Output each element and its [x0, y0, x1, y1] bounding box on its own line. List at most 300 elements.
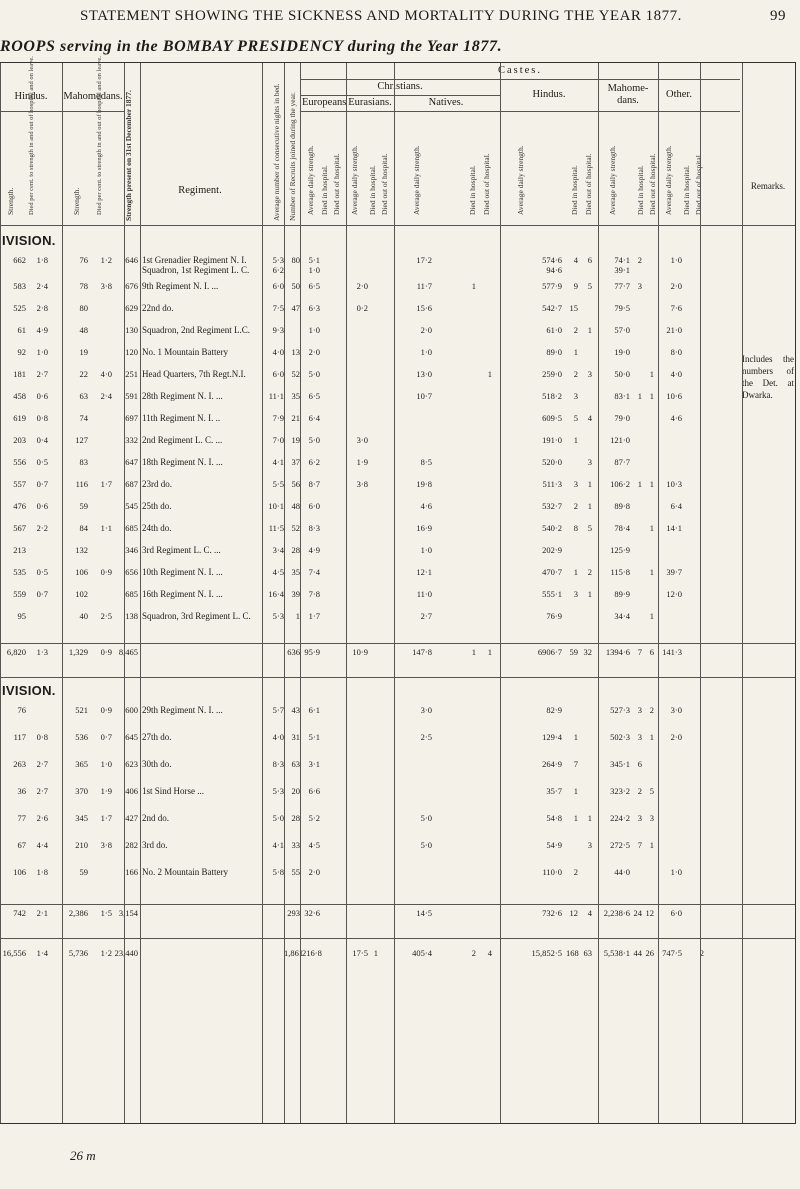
cell-m-str: 84: [79, 523, 88, 533]
cell-hi-in: 3: [573, 391, 578, 401]
cell-ma: 19·0: [614, 347, 630, 357]
caste-hindus-header: Hindus.: [532, 89, 566, 100]
cell-ot: 7·6: [670, 303, 682, 313]
na-avg-header: Average daily strength.: [412, 145, 421, 215]
cell-h-str: 213: [13, 545, 26, 555]
cell-m-str: 83: [79, 457, 88, 467]
cell-ot: 6·0: [670, 908, 682, 918]
cell-present: 8,465: [118, 647, 138, 657]
table-row: [0, 759, 795, 785]
cell-hi-out: 6: [587, 255, 592, 265]
cell-m-str: 1,329: [68, 647, 88, 657]
cell-m-pct: 1·0: [100, 759, 112, 769]
cell-eu: 1·0: [308, 325, 320, 335]
cell-hi: 191·0: [542, 435, 562, 445]
cell-h-str: 742: [13, 908, 26, 918]
total-row: [0, 948, 795, 974]
cell-hi-in: 9: [573, 281, 578, 291]
cell-recruits: 35: [291, 567, 300, 577]
cell-recruits: 50: [291, 281, 300, 291]
cell-eu: 8·3: [308, 523, 320, 533]
cell-recruits: 636: [287, 647, 300, 657]
cell-ea: 10·9: [352, 647, 368, 657]
mahomedans-died-pct-header: Died per cent. to strength in and out of hospital and on leave.: [96, 56, 103, 215]
column-rule: [658, 63, 659, 1123]
running-head-text: STATEMENT SHOWING THE SICKNESS AND MORTALITY DURING THE YEAR 1877.: [80, 8, 682, 24]
cell-h-str: 67: [17, 840, 26, 850]
cell-recruits: 20: [291, 786, 300, 796]
cell-ot: 10·3: [666, 479, 682, 489]
table-row: [0, 732, 795, 758]
cell-nights: 16·4: [268, 589, 284, 599]
cell-m-pct: 2·5: [100, 611, 112, 621]
cell-ma-out: 1: [649, 732, 654, 742]
cell-na: 17·2: [416, 255, 432, 265]
cell-ma: 79·0: [614, 413, 630, 423]
cell-hi: 54·9: [546, 840, 562, 850]
cell-ma-out: 3: [649, 813, 654, 823]
cell-ma: 502·3: [610, 732, 630, 742]
cell-h-pct: 2·8: [36, 303, 48, 313]
cell-h-str: 77: [17, 813, 26, 823]
cell-nights: 7·9: [272, 413, 284, 423]
column-rule: [0, 63, 1, 1123]
cell-eu: 95·9: [304, 647, 320, 657]
cell-hi: 110·0: [542, 867, 562, 877]
cell-m-pct: 2·4: [100, 391, 112, 401]
cell-regiment: 3rd do.: [142, 840, 168, 850]
column-rule: [140, 63, 141, 1123]
cell-hi: 511·3: [542, 479, 562, 489]
cell-h-pct: 2·4: [36, 281, 48, 291]
cell-ma-out: 5: [649, 786, 654, 796]
cell-eu: 7·4: [308, 567, 320, 577]
cell-ma: 2,238·6: [603, 908, 630, 918]
page-number: 99: [770, 8, 786, 24]
cell-hi-in: 5: [573, 413, 578, 423]
cell-h-str: 535: [13, 567, 26, 577]
cell-hi-in: 12: [569, 908, 578, 918]
cell-ot: 21·0: [666, 325, 682, 335]
cell-h-str: 92: [17, 347, 26, 357]
cell-m-str: 76: [79, 255, 88, 265]
cell-present: 3,154: [118, 908, 138, 918]
cell-hi-in: 2: [573, 501, 578, 511]
cell-present: 623: [125, 759, 138, 769]
cell-ea: 3·8: [356, 479, 368, 489]
cell-eu: 32·6: [304, 908, 320, 918]
hi-in-header: Died in hospital.: [570, 165, 579, 215]
cell-m-str: 22: [79, 369, 88, 379]
cell-hi-in: 8: [573, 523, 578, 533]
cell-hi: 89·0: [546, 347, 562, 357]
cell-nights: 5·3: [272, 255, 284, 265]
cell-hi-in: 168: [566, 948, 579, 958]
cell-ma: 89·9: [614, 589, 630, 599]
cell-ma-out: 1: [649, 611, 654, 621]
remarks-note: Includes the numbers of the Det. at Dwarka.: [742, 354, 794, 400]
cell-na: 11·0: [416, 589, 432, 599]
cell-m-str: 365: [75, 759, 88, 769]
cell-h-str: 567: [13, 523, 26, 533]
cell-m-pct: 0·9: [100, 567, 112, 577]
cell-present: 120: [125, 347, 138, 357]
cell-hi: 555·1: [542, 589, 562, 599]
cell-ma-out: 1: [649, 523, 654, 533]
cell-regiment: 1st Grenadier Regiment N. I.: [142, 255, 247, 265]
cell-regiment: 24th do.: [142, 523, 172, 533]
cell-ot: 8·0: [670, 347, 682, 357]
cell-eu: 1·7: [308, 611, 320, 621]
column-rule: [346, 63, 347, 1123]
table-row: [0, 255, 795, 281]
cell-ma2: 39·1: [614, 265, 630, 275]
cell-ma: 121·0: [610, 435, 630, 445]
cell-eu: 2·0: [308, 867, 320, 877]
cell-ma-out: 1: [649, 369, 654, 379]
cell-ma: 57·0: [614, 325, 630, 335]
cell-h-str: 559: [13, 589, 26, 599]
cell-regiment: Squadron, 2nd Regiment L.C.: [142, 325, 250, 335]
cell-h-str: 106: [13, 867, 26, 877]
cell-eu: 5·1: [308, 732, 320, 742]
row-rule: [0, 938, 795, 939]
cell-ma-out: 12: [645, 908, 654, 918]
cell-na-in: 2: [471, 948, 476, 958]
cell-eu: 6·0: [308, 501, 320, 511]
cell-na: 13·0: [416, 369, 432, 379]
cell-present: 130: [125, 325, 138, 335]
cell-m-str: 102: [75, 589, 88, 599]
cell-recruits: 28: [291, 813, 300, 823]
cell-hi-in: 4: [573, 255, 578, 265]
cell-m-str: 48: [79, 325, 88, 335]
cell-h-str: 181: [13, 369, 26, 379]
cell-m-str: 19: [79, 347, 88, 357]
cell-nights: 10·1: [268, 501, 284, 511]
na-out-header: Died out of hospital.: [482, 153, 491, 215]
cell-regiment: 27th do.: [142, 732, 172, 742]
cell-regiment: 2nd Regiment L. C. ...: [142, 435, 223, 445]
cell-regiment: 28th Regiment N. I. ...: [142, 391, 223, 401]
cell-h-str: 619: [13, 413, 26, 423]
cell-h-pct: 2·1: [36, 908, 48, 918]
cell-na: 4·6: [420, 501, 432, 511]
cell-eu: 5·0: [308, 369, 320, 379]
cell-present: 685: [125, 589, 138, 599]
cell-nights: 4·0: [272, 732, 284, 742]
cell-hi: 518·2: [542, 391, 562, 401]
cell-eu: 3·1: [308, 759, 320, 769]
cell-h-str: 662: [13, 255, 26, 265]
cell-present: 427: [125, 813, 138, 823]
cell-na: 2·5: [420, 732, 432, 742]
cell-h-pct: 1·8: [36, 867, 48, 877]
table-row: [0, 867, 795, 893]
cell-regiment: 3rd Regiment L. C. ...: [142, 545, 221, 555]
row-rule: [0, 904, 795, 905]
cell-regiment: 22nd do.: [142, 303, 174, 313]
division-label: IVISION.: [2, 683, 56, 698]
cell-present: 687: [125, 479, 138, 489]
cell-present: 685: [125, 523, 138, 533]
cell-regiment: Squadron, 3rd Regiment L. C.: [142, 611, 251, 621]
cell-nights: 4·1: [272, 457, 284, 467]
column-rule: [394, 63, 395, 1123]
cell-m-str: 536: [75, 732, 88, 742]
cell-ma: 83·1: [614, 391, 630, 401]
cell-ma-out: 1: [649, 840, 654, 850]
cell-present: 251: [125, 369, 138, 379]
cell-recruits: 55: [291, 867, 300, 877]
cell-recruits: 35: [291, 391, 300, 401]
cell-ot: 747·5: [662, 948, 682, 958]
cell-hi-in: 1: [573, 567, 578, 577]
cell-h-str: 117: [13, 732, 26, 742]
cell-ma: 5,538·1: [603, 948, 630, 958]
cell-na: 15·6: [416, 303, 432, 313]
cell-eu: 6·5: [308, 281, 320, 291]
cell-m-pct: 0·9: [100, 647, 112, 657]
cell-m-pct: 4·0: [100, 369, 112, 379]
statement-table: [0, 56, 796, 1124]
ea-in-header: Died in hospital.: [368, 165, 377, 215]
eurasians-header: Eurasians.: [348, 97, 392, 108]
cell-m-str: 106: [75, 567, 88, 577]
cell-present: 332: [125, 435, 138, 445]
cell-m-str: 345: [75, 813, 88, 823]
ot-avg-header: Average daily strength.: [664, 145, 673, 215]
cell-h-str: 16,556: [2, 948, 26, 958]
hindus-header: Hindus.: [14, 91, 48, 102]
cell-hi-out: 1: [587, 479, 592, 489]
cell-recruits: 1: [295, 611, 300, 621]
cell-h-pct: 0·5: [36, 567, 48, 577]
cell-hi-out: 3: [587, 840, 592, 850]
cell-ma: 44·0: [614, 867, 630, 877]
cell-ot: 2·0: [670, 732, 682, 742]
cell-eu: 216·8: [302, 948, 322, 958]
column-rule: [700, 63, 701, 1123]
cell-hi-out: 1: [587, 501, 592, 511]
cell-ma: 272·5: [610, 840, 630, 850]
cell-h-str: 458: [13, 391, 26, 401]
cell-m-str: 5,736: [68, 948, 88, 958]
cell-h-pct: 4·9: [36, 325, 48, 335]
cell-ma-in: 44: [633, 948, 642, 958]
cell-eu: 4·5: [308, 840, 320, 850]
cell-recruits: 21: [291, 413, 300, 423]
cell-h-str: 525: [13, 303, 26, 313]
cell-h-pct: 0·5: [36, 457, 48, 467]
na-in-header: Died in hospital.: [468, 165, 477, 215]
cell-hi2: 94·6: [546, 265, 562, 275]
total-row: [0, 647, 795, 673]
cell-m-str: 40: [79, 611, 88, 621]
cell-eu: 6·5: [308, 391, 320, 401]
cell-na: 147·8: [412, 647, 432, 657]
cell-ea: 1·9: [356, 457, 368, 467]
cell-ma: 115·8: [610, 567, 630, 577]
cell-ma: 125·9: [610, 545, 630, 555]
cell-present: 591: [125, 391, 138, 401]
cell-ma-in: 1: [637, 391, 642, 401]
cell-ma: 106·2: [610, 479, 630, 489]
cell-hi: 82·9: [546, 705, 562, 715]
cell-ma: 87·7: [614, 457, 630, 467]
cell-h-pct: 0·7: [36, 589, 48, 599]
mahomedans-strength-header: Strength.: [72, 187, 81, 215]
eu-in-header: Died in hospital.: [320, 165, 329, 215]
cell-hi: 264·9: [542, 759, 562, 769]
cell-ma: 1394·6: [605, 647, 630, 657]
cell-ma-out: 1: [649, 391, 654, 401]
cell-na: 2·7: [420, 611, 432, 621]
cell-hi-in: 3: [573, 479, 578, 489]
cell-h-pct: 2·7: [36, 759, 48, 769]
cell-ma-in: 7: [637, 840, 642, 850]
cell-hi: 35·7: [546, 786, 562, 796]
cell-present: 656: [125, 567, 138, 577]
cell-h-str: 203: [13, 435, 26, 445]
cell-present: 647: [125, 457, 138, 467]
cell-h-str: 476: [13, 501, 26, 511]
cell-hi-in: 2: [573, 867, 578, 877]
cell-h-pct: 0·6: [36, 391, 48, 401]
cell-ma: 527·3: [610, 705, 630, 715]
cell-regiment: No. 2 Mountain Battery: [142, 867, 228, 877]
cell-hi: 540·2: [542, 523, 562, 533]
cell-eu2: 1·0: [308, 265, 320, 275]
cell-present: 138: [125, 611, 138, 621]
cell-present: 166: [125, 867, 138, 877]
cell-present: 23,440: [114, 948, 138, 958]
cell-ot: 3·0: [670, 705, 682, 715]
column-rule: [62, 63, 63, 1123]
cell-na-out: 1: [487, 647, 492, 657]
cell-hi-out: 4: [587, 908, 592, 918]
cell-hi: 532·7: [542, 501, 562, 511]
cell-hi-in: 1: [573, 732, 578, 742]
cell-nights: 4·1: [272, 840, 284, 850]
cell-nights: 5·5: [272, 479, 284, 489]
column-rule: [124, 63, 125, 1123]
cell-h-pct: 2·7: [36, 786, 48, 796]
table-row: [0, 840, 795, 866]
cell-recruits: 19: [291, 435, 300, 445]
cell-hi: 520·0: [542, 457, 562, 467]
table-row: [0, 611, 795, 637]
cell-ma-out: 6: [649, 647, 654, 657]
cell-ot: 12·0: [666, 589, 682, 599]
strength-present-header: Strength present on 31st December 1877.: [124, 90, 133, 221]
cell-nights: 7·0: [272, 435, 284, 445]
cell-eu: 5·0: [308, 435, 320, 445]
mahomedans-header: Mahomedans.: [63, 91, 123, 102]
cell-m-pct: 3·8: [100, 840, 112, 850]
cell-eu: 2·0: [308, 347, 320, 357]
cell-present: 282: [125, 840, 138, 850]
cell-hi-out: 63: [583, 948, 592, 958]
cell-hi: 577·9: [542, 281, 562, 291]
cell-recruits: 37: [291, 457, 300, 467]
cell-h-pct: 4·4: [36, 840, 48, 850]
cell-m-str: 59: [79, 867, 88, 877]
cell-na-in: 1: [471, 647, 476, 657]
cell-ma: 323·2: [610, 786, 630, 796]
cell-m-str: 521: [75, 705, 88, 715]
cell-regiment2: Squadron, 1st Regiment L. C.: [142, 265, 250, 275]
cell-h-pct: 0·4: [36, 435, 48, 445]
cell-hi-out: 2: [587, 567, 592, 577]
row-rule: [0, 643, 795, 644]
cell-eu: 6·2: [308, 457, 320, 467]
cell-hi-out: 32: [583, 647, 592, 657]
cell-ma: 345·1: [610, 759, 630, 769]
cell-h-str: 583: [13, 281, 26, 291]
cell-regiment: 23rd do.: [142, 479, 172, 489]
cell-present: 545: [125, 501, 138, 511]
cell-hi: 732·6: [542, 908, 562, 918]
cell-present: 346: [125, 545, 138, 555]
cell-ma-in: 7: [637, 647, 642, 657]
cell-hi-in: 7: [573, 759, 578, 769]
cell-h-str: 556: [13, 457, 26, 467]
cell-regiment: 9th Regiment N. I. ...: [142, 281, 219, 291]
cell-hi-out: 3: [587, 369, 592, 379]
cell-ma: 77·7: [614, 281, 630, 291]
ot-out-header: Died out of hospital.: [694, 153, 703, 215]
caste-mahomedans-header: Mahome-dans.: [607, 83, 649, 106]
cell-m-str: 127: [75, 435, 88, 445]
other-header: Other.: [666, 89, 692, 100]
column-rule: [500, 63, 501, 1123]
cell-nights: 11·1: [268, 391, 284, 401]
cell-ma-in: 24: [633, 908, 642, 918]
cell-hi-in: 1: [573, 786, 578, 796]
cell-present: 629: [125, 303, 138, 313]
table-row: [0, 813, 795, 839]
cell-hi-out: 1: [587, 325, 592, 335]
cell-regiment: 11th Regiment N. I. ..: [142, 413, 221, 423]
cell-hi: 129·4: [542, 732, 562, 742]
cell-h-str: 6,820: [6, 647, 26, 657]
cell-na-out: 4: [487, 948, 492, 958]
cell-ot: 4·6: [670, 413, 682, 423]
cell-nights: 9·3: [272, 325, 284, 335]
cell-nights: 7·5: [272, 303, 284, 313]
cell-h-pct: 1·8: [36, 255, 48, 265]
cell-na: 12·1: [416, 567, 432, 577]
cell-m-str: 132: [75, 545, 88, 555]
cell-h-str: 263: [13, 759, 26, 769]
cell-h-str: 36: [17, 786, 26, 796]
ot-in-header: Died in hospital.: [682, 165, 691, 215]
cell-na: 3·0: [420, 705, 432, 715]
cell-ma-in: 3: [637, 705, 642, 715]
cell-recruits: 52: [291, 523, 300, 533]
cell-present: 697: [125, 413, 138, 423]
hi-out-header: Died out of hospital.: [584, 153, 593, 215]
cell-hi: 15,852·5: [531, 948, 562, 958]
cell-na: 14·5: [416, 908, 432, 918]
cell-h-str: 61: [17, 325, 26, 335]
cell-ma: 79·5: [614, 303, 630, 313]
cell-nights: 5·8: [272, 867, 284, 877]
cell-ea-in: 1: [373, 948, 378, 958]
cell-m-str: 63: [79, 391, 88, 401]
cell-regiment: 25th do.: [142, 501, 172, 511]
